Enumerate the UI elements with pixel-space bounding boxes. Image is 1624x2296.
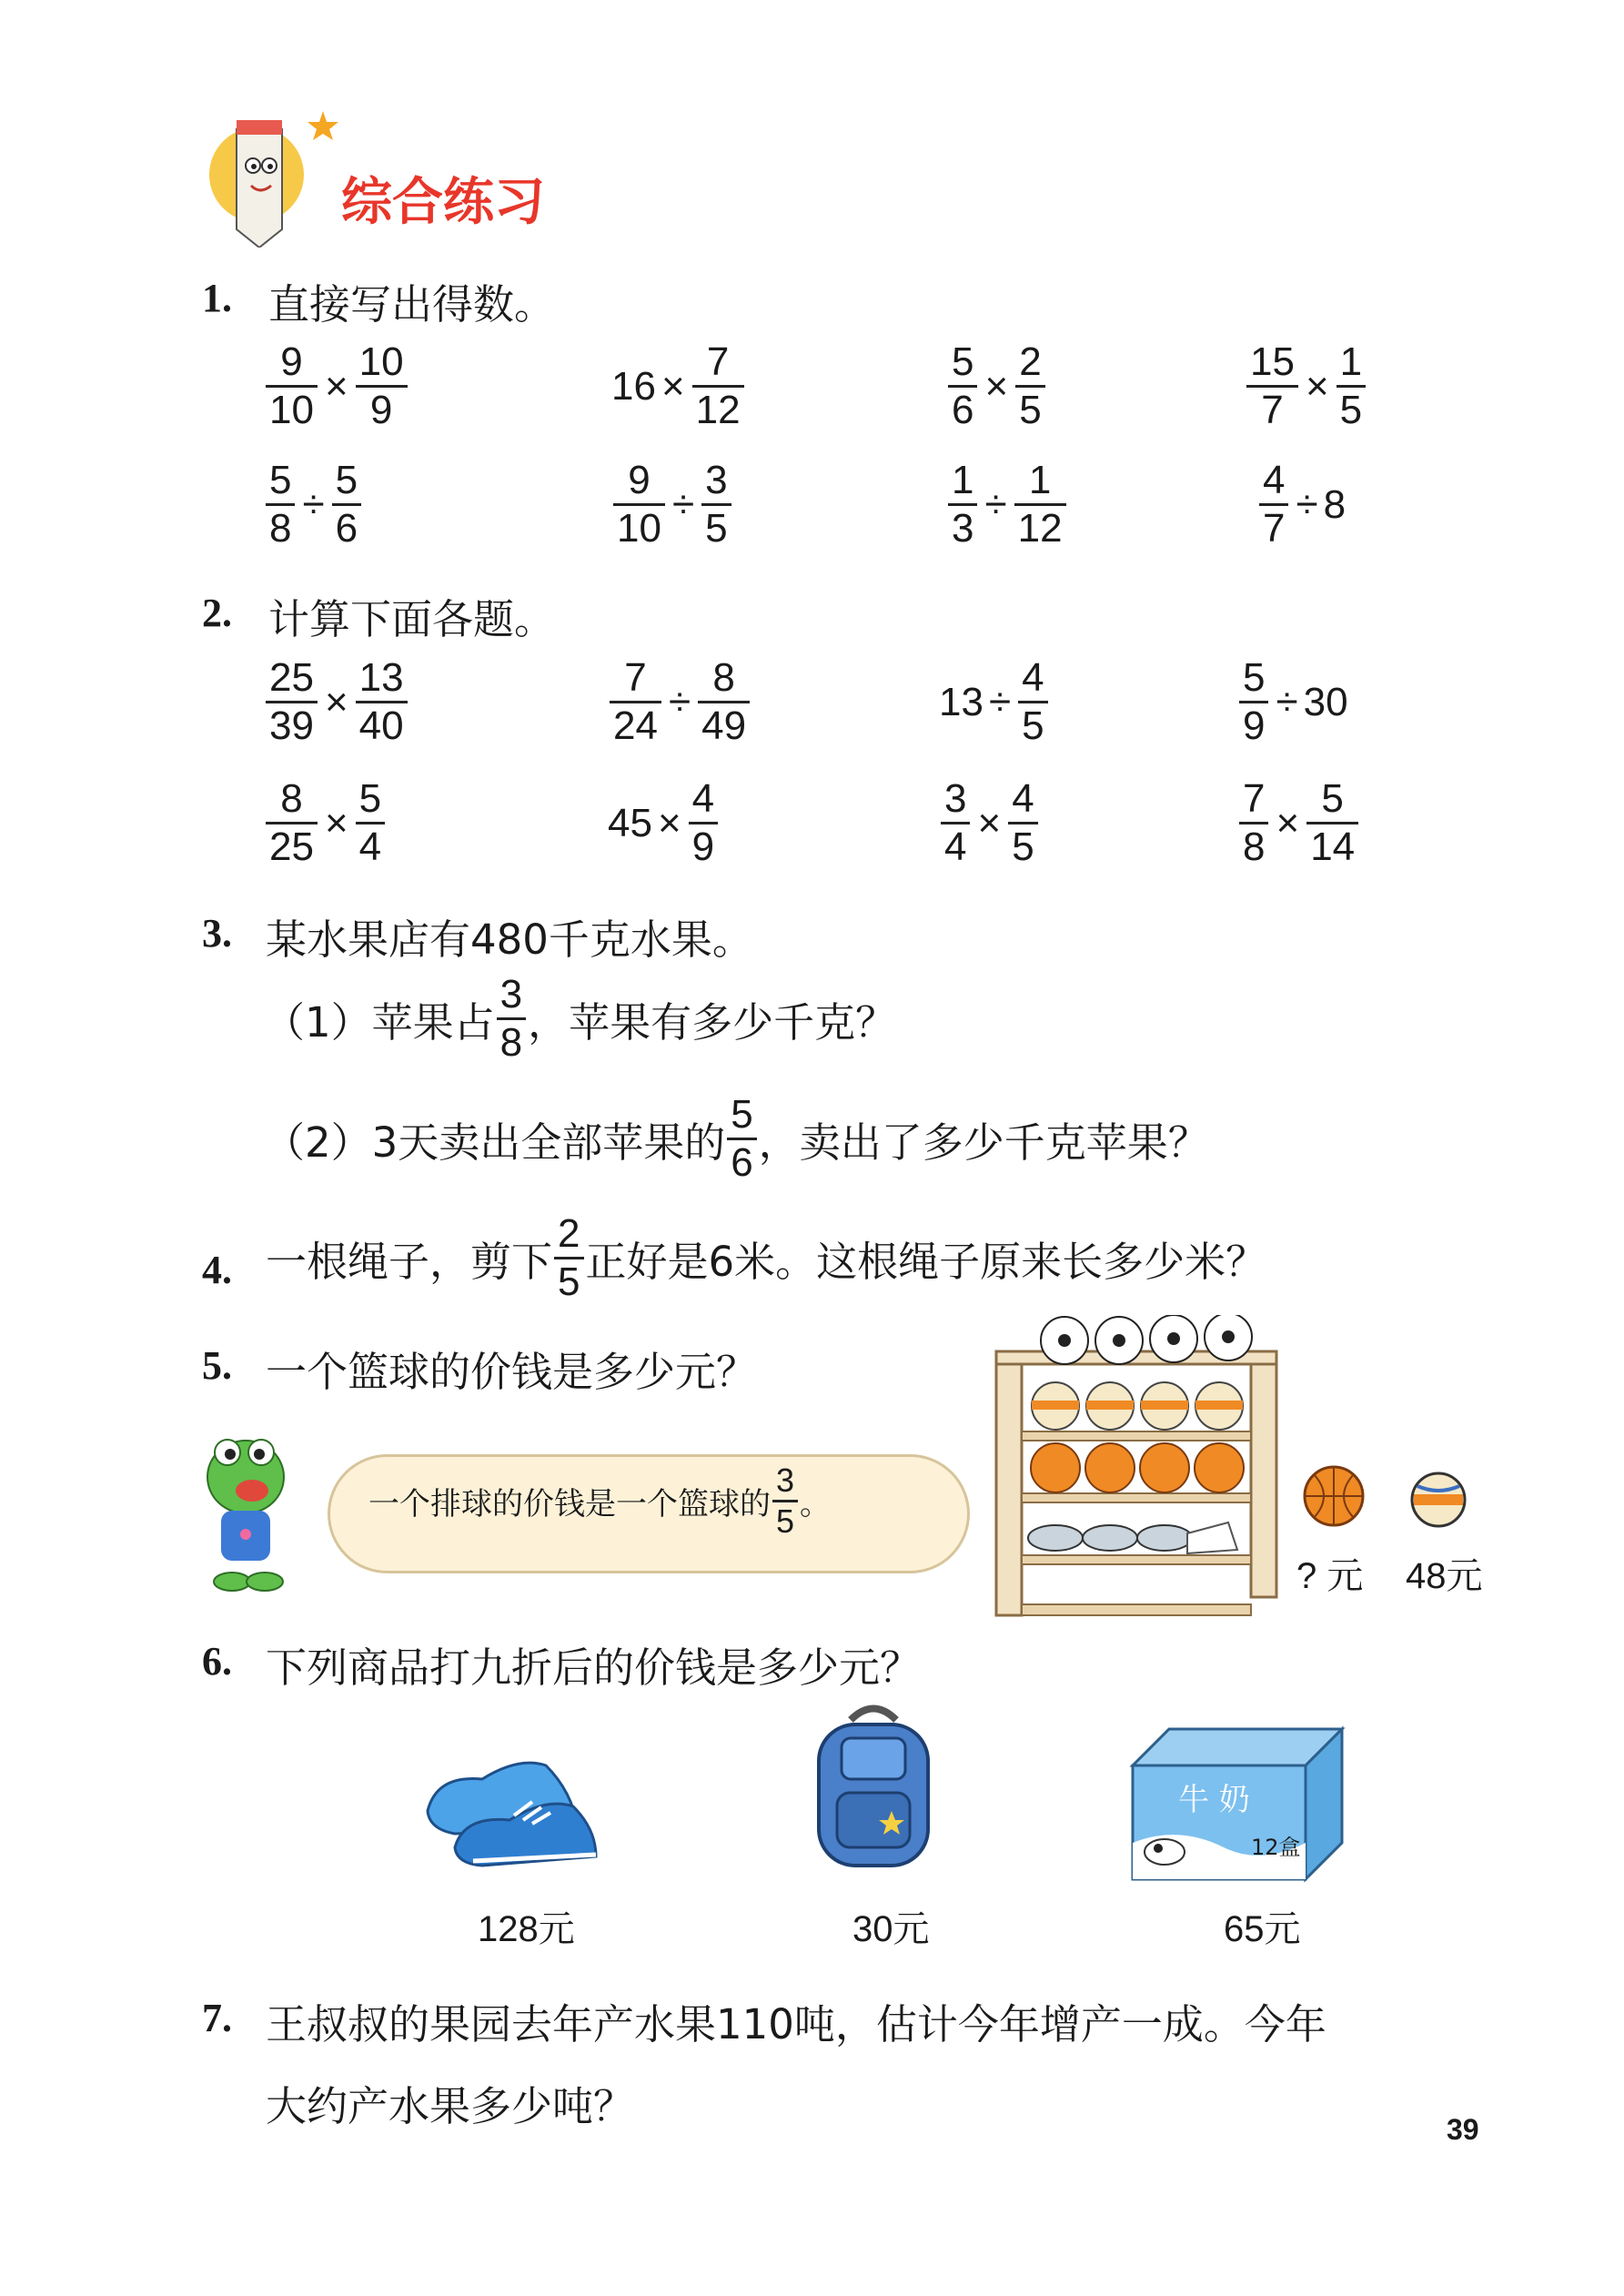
q1-r2-d: $\frac{4}{7}$ ÷ 8 (1257, 460, 1346, 550)
volleyball-price: 48元 (1406, 1556, 1483, 1596)
q1-r1-c: $\frac{5}{6}$ × $\frac{2}{5}$ (946, 341, 1047, 431)
q2-r1-a: $\frac{25}{39}$ × $\frac{13}{40}$ (264, 657, 409, 747)
q1-r2-c: $\frac{1}{3}$ ÷ $\frac{1}{12}$ (946, 460, 1068, 550)
q1-r2-b: $\frac{9}{10}$ ÷ $\frac{3}{5}$ (611, 460, 733, 550)
milk-label: 牛 奶 (1178, 1782, 1250, 1818)
q2-r2-a: $\frac{8}{25}$ × $\frac{5}{4}$ (264, 778, 387, 868)
shoes-icon (419, 1729, 600, 1878)
q2-r1-b: $\frac{7}{24}$ ÷ $\frac{8}{49}$ (608, 657, 751, 747)
speech-bubble-text: 一个排球的价钱是一个篮球的 $\frac{3}{5}$ 。 (368, 1462, 832, 1540)
header-mascot-icon (200, 102, 346, 251)
q6-text: 下列商品打九折后的价钱是多少元？ (266, 1644, 922, 1692)
q6-number: 6. (202, 1639, 232, 1684)
q7-line1: 王叔叔的果园去年产水果110吨，估计今年增产一成。今年 (266, 2000, 1326, 2048)
q1-r1-d: $\frac{15}{7}$ × $\frac{1}{5}$ (1245, 341, 1367, 431)
basketball-icon (1301, 1463, 1367, 1532)
q2-number: 2. (202, 591, 232, 635)
ball-shelf-illustration (992, 1315, 1292, 1628)
page-title: 综合练习 (341, 173, 545, 232)
basketball-price: ? 元 (1296, 1556, 1364, 1596)
q5-number: 5. (202, 1343, 232, 1388)
q2-r2-c: $\frac{3}{4}$ × $\frac{4}{5}$ (939, 778, 1040, 868)
q2-r1-d: $\frac{5}{9}$ ÷ 30 (1237, 657, 1348, 747)
q7-number: 7. (202, 1996, 232, 2040)
q2-r2-b: 45 × $\frac{4}{9}$ (608, 778, 720, 868)
q5-text: 一个篮球的价钱是多少元？ (266, 1348, 758, 1396)
q3-number: 3. (202, 911, 232, 956)
bag-price: 30元 (852, 1909, 930, 1949)
q1-number: 1. (202, 276, 232, 320)
shoes-price: 128元 (478, 1909, 575, 1949)
q2-text: 计算下面各题。 (268, 595, 556, 643)
milk-count: 12盒 (1251, 1835, 1301, 1860)
q1-text: 直接写出得数。 (268, 280, 556, 329)
q4-number: 4. (202, 1248, 232, 1292)
q1-r1-b: 16 × $\frac{7}{12}$ (611, 341, 746, 431)
q3-part2: （2）3天卖出全部苹果的 $\frac{5}{6}$ ，卖出了多少千克苹果？ (264, 1092, 1209, 1186)
q3-part1: （1）苹果占 $\frac{3}{8}$ ，苹果有多少千克？ (264, 972, 897, 1066)
q1-r1-a: $\frac{9}{10}$ × $\frac{10}{9}$ (264, 341, 409, 431)
q3-text: 某水果店有480千克水果。 (266, 915, 753, 964)
q2-r1-c: 13 ÷ $\frac{4}{5}$ (939, 657, 1050, 747)
volleyball-icon (1408, 1470, 1468, 1533)
q2-r2-d: $\frac{7}{8}$ × $\frac{5}{14}$ (1237, 778, 1360, 868)
page-number: 39 (1447, 2113, 1479, 2146)
milk-price: 65元 (1224, 1909, 1301, 1949)
q1-r2-a: $\frac{5}{8}$ ÷ $\frac{5}{6}$ (264, 460, 363, 550)
backpack-icon (801, 1702, 946, 1878)
q4-text: 一根绳子，剪下 $\frac{2}{5}$ 正好是6米。这根绳子原来长多少米？ (266, 1211, 1267, 1305)
q7-line2: 大约产水果多少吨？ (266, 2082, 635, 2130)
frog-mascot-icon (196, 1427, 296, 1603)
